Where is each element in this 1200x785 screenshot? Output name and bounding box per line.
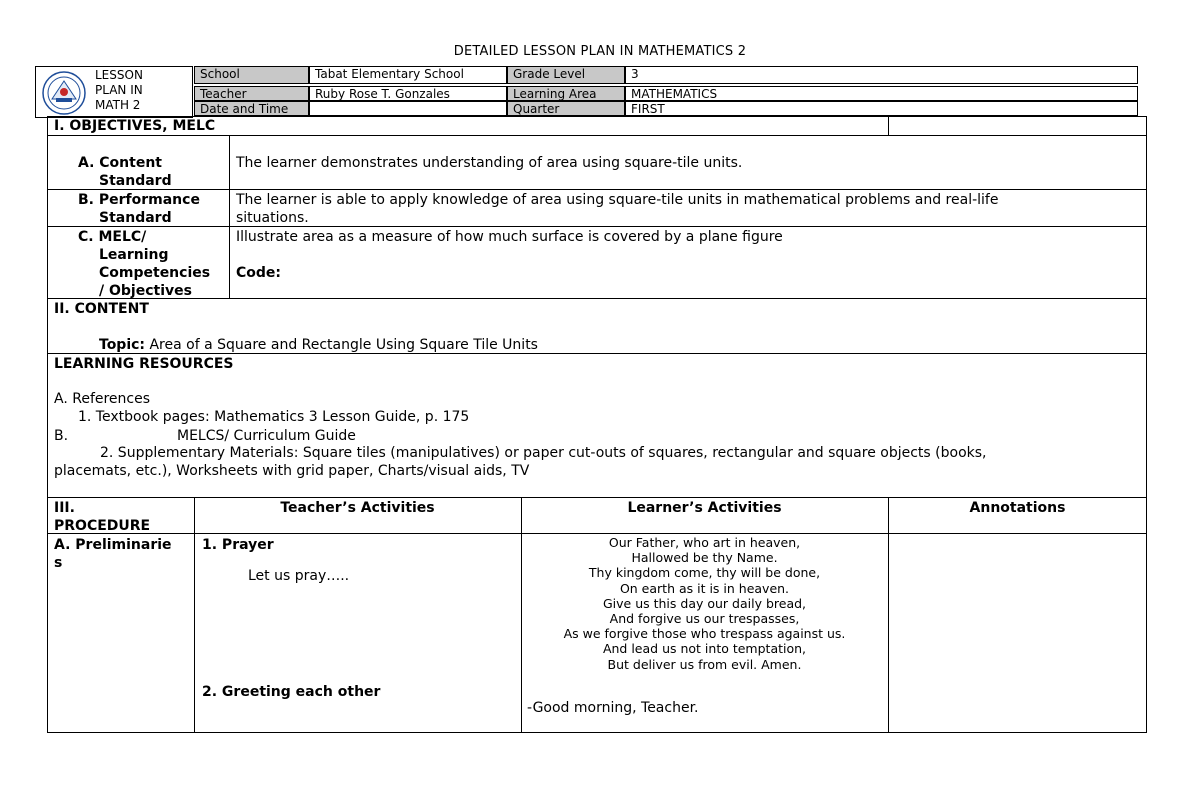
content-heading: II. CONTENT bbox=[54, 301, 149, 317]
prayer-instruction: Let us pray….. bbox=[248, 568, 350, 584]
objectives-heading: I. OBJECTIVES, MELC bbox=[54, 118, 216, 134]
document-title: DETAILED LESSON PLAN IN MATHEMATICS 2 bbox=[453, 44, 747, 59]
greeting-response: -Good morning, Teacher. bbox=[527, 700, 699, 716]
prayer-line: Thy kingdom come, thy will be done, bbox=[588, 565, 821, 581]
prayer-line: As we forgive those who trespass against us. bbox=[563, 626, 846, 642]
prayer-line: But deliver us from evil. Amen. bbox=[607, 656, 802, 672]
prayer-line: And forgive us our trespasses, bbox=[609, 611, 800, 627]
teacher-label: Teacher bbox=[194, 86, 309, 101]
reference-item-1: 1. Textbook pages: Mathematics 3 Lesson Guide, p. 175 bbox=[78, 409, 470, 425]
reference-item-2: 2. Supplementary Materials: Square tiles (manipulatives) or paper cut-outs of squares, rectangular and square objects (books, placemats, etc.), Worksheets with grid paper, Charts/visual aids, TV bbox=[54, 445, 987, 479]
procedure-heading: III. PROCEDURE bbox=[54, 500, 151, 534]
deped-seal-icon bbox=[42, 71, 86, 115]
prayer-line: Give us this day our daily bread, bbox=[602, 595, 807, 611]
reference-item-b-text: MELCS/ Curriculum Guide bbox=[177, 428, 356, 444]
teacher-value: Ruby Rose T. Gonzales bbox=[309, 86, 507, 101]
date-time-label: Date and Time bbox=[194, 101, 309, 116]
school-label: School bbox=[194, 66, 309, 84]
quarter-value: FIRST bbox=[625, 101, 1138, 116]
prayer-line: Hallowed be thy Name. bbox=[631, 550, 778, 566]
school-value: Tabat Elementary School bbox=[309, 66, 507, 84]
learning-resources-heading: LEARNING RESOURCES bbox=[54, 356, 234, 372]
date-time-value bbox=[309, 101, 507, 116]
content-standard-label: A. Content Standard bbox=[78, 155, 172, 189]
melc-text: Illustrate area as a measure of how much surface is covered by a plane figure bbox=[236, 229, 783, 245]
lesson-plan-label: LESSON PLAN IN MATH 2 bbox=[95, 68, 143, 112]
learning-area-label: Learning Area bbox=[507, 86, 625, 101]
topic-line: Topic: Area of a Square and Rectangle Using Square Tile Units bbox=[99, 337, 538, 353]
prayer-line: Our Father, who art in heaven, bbox=[608, 535, 801, 550]
references-label: A. References bbox=[54, 391, 151, 407]
grade-level-label: Grade Level bbox=[507, 66, 625, 84]
grade-level-value: 3 bbox=[625, 66, 1138, 84]
code-label: Code: bbox=[236, 265, 282, 281]
performance-standard-label: B. Performance Standard bbox=[78, 192, 200, 226]
teacher-activities-header: Teacher’s Activities bbox=[280, 500, 435, 516]
lords-prayer-text bbox=[521, 535, 888, 672]
quarter-label: Quarter bbox=[507, 101, 625, 116]
learning-area-value: MATHEMATICS bbox=[625, 86, 1138, 101]
performance-standard-text: The learner is able to apply knowledge of area using square-tile units in mathematical problems and real-life situations. bbox=[236, 192, 999, 226]
prayer-line: And lead us not into temptation, bbox=[602, 641, 807, 657]
learner-activities-header: Learner’s Activities bbox=[627, 500, 782, 516]
prayer-title: 1. Prayer bbox=[202, 537, 274, 553]
preliminaries-label: A. Preliminarie s bbox=[54, 537, 172, 571]
reference-item-b-letter: B. bbox=[54, 428, 69, 444]
content-standard-text: The learner demonstrates understanding of area using square-tile units. bbox=[236, 155, 743, 171]
greeting-title: 2. Greeting each other bbox=[202, 684, 381, 700]
annotations-header: Annotations bbox=[969, 500, 1066, 516]
prayer-line: On earth as it is in heaven. bbox=[619, 580, 790, 596]
melc-label: C. MELC/ Learning Competencies / Objectives bbox=[78, 229, 211, 299]
